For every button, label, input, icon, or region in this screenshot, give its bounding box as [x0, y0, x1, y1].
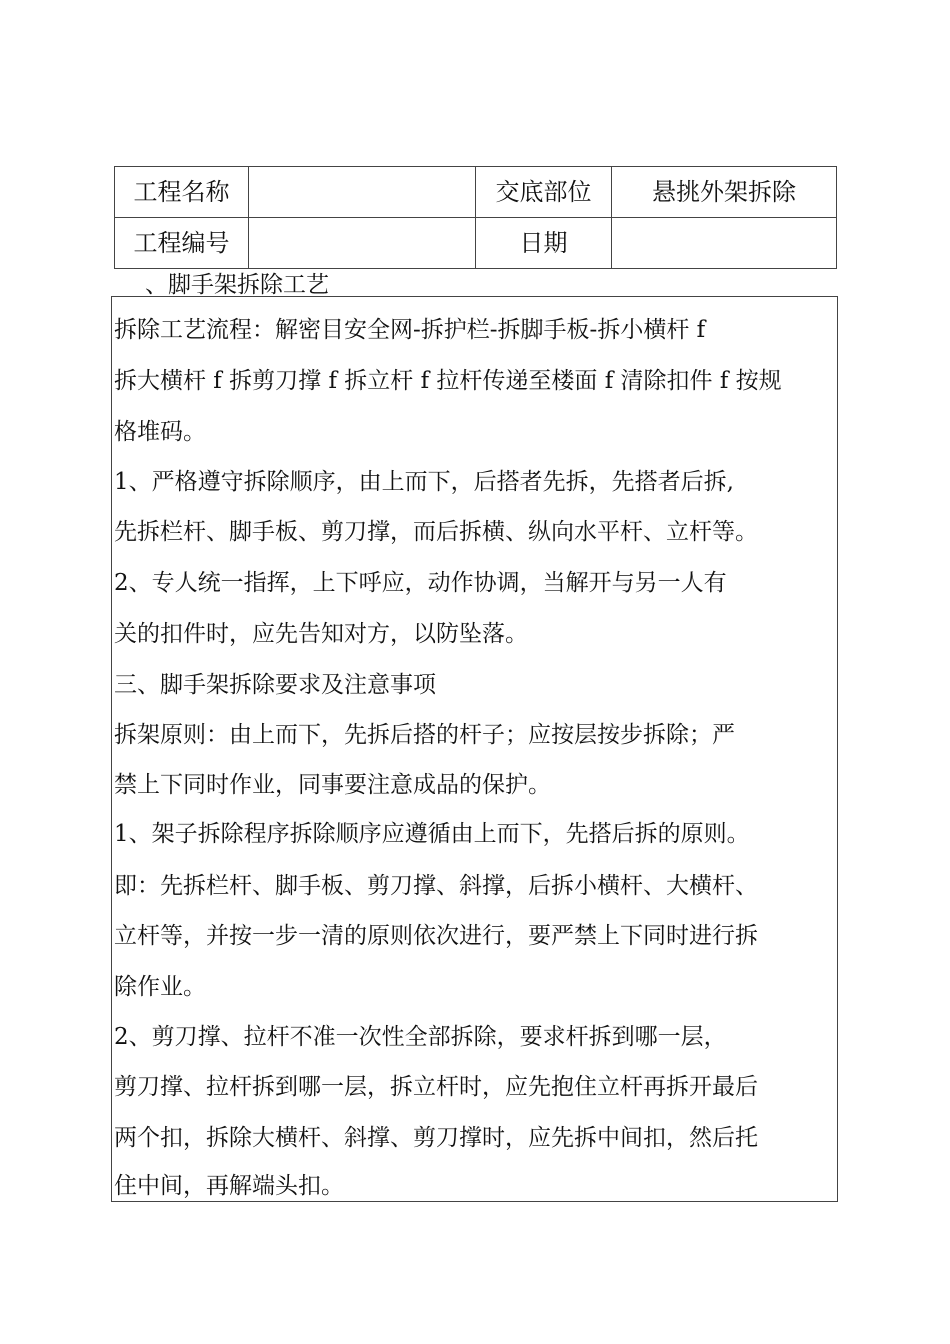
project-number-value [249, 218, 476, 269]
project-name-value [249, 167, 476, 218]
content-line: 两个扣，拆除大横杆、斜撑、剪刀撑时，应先拆中间扣，然后托 [114, 1125, 758, 1151]
project-name-label: 工程名称 [115, 167, 249, 218]
date-label: 日期 [476, 218, 612, 269]
section-heading: 、脚手架拆除工艺 [145, 272, 329, 298]
content-line: 住中间，再解端头扣。 [114, 1173, 344, 1199]
content-line: 立杆等，并按一步一清的原则依次进行，要严禁上下同时进行拆 [114, 923, 758, 949]
content-box [111, 296, 838, 1202]
header-row-project-number [115, 218, 837, 269]
content-line: 拆架原则：由上而下，先拆后搭的杆子；应按层按步拆除；严 [114, 722, 735, 748]
content-line: 拆大横杆 f 拆剪刀撑 f 拆立杆 f 拉杆传递至楼面 f 清除扣件 f 按规 [114, 368, 782, 394]
content-line: 三、脚手架拆除要求及注意事项 [114, 672, 436, 698]
content-line: 格堆码。 [114, 419, 206, 445]
content-line: 关的扣件时，应先告知对方，以防坠落。 [114, 621, 528, 647]
disclosure-location-label: 交底部位 [476, 167, 612, 218]
content-line: 2、剪刀撑、拉杆不准一次性全部拆除，要求杆拆到哪一层， [114, 1024, 727, 1050]
content-line: 拆除工艺流程：解密目安全网-拆护栏-拆脚手板-拆小横杆 f [114, 317, 706, 343]
content-line: 即：先拆栏杆、脚手板、剪刀撑、斜撑，后拆小横杆、大横杆、 [114, 873, 758, 899]
content-line: 剪刀撑、拉杆拆到哪一层，拆立杆时，应先抱住立杆再拆开最后 [114, 1074, 758, 1100]
date-value [612, 218, 837, 269]
disclosure-location-value: 悬挑外架拆除 [612, 167, 837, 218]
content-line: 禁上下同时作业，同事要注意成品的保护。 [114, 772, 551, 798]
content-line: 除作业。 [114, 974, 206, 1000]
content-line: 1、严格遵守拆除顺序，由上而下，后搭者先拆，先搭者后拆, [114, 469, 734, 495]
content-line: 1、架子拆除程序拆除顺序应遵循由上而下，先搭后拆的原则。 [114, 821, 750, 847]
content-line: 先拆栏杆、脚手板、剪刀撑，而后拆横、纵向水平杆、立杆等。 [114, 519, 758, 545]
project-number-label: 工程编号 [115, 218, 249, 269]
header-row-project-name [115, 167, 837, 218]
content-line: 2、专人统一指挥，上下呼应，动作协调，当解开与另一人有 [114, 570, 727, 596]
header-table [114, 166, 837, 269]
